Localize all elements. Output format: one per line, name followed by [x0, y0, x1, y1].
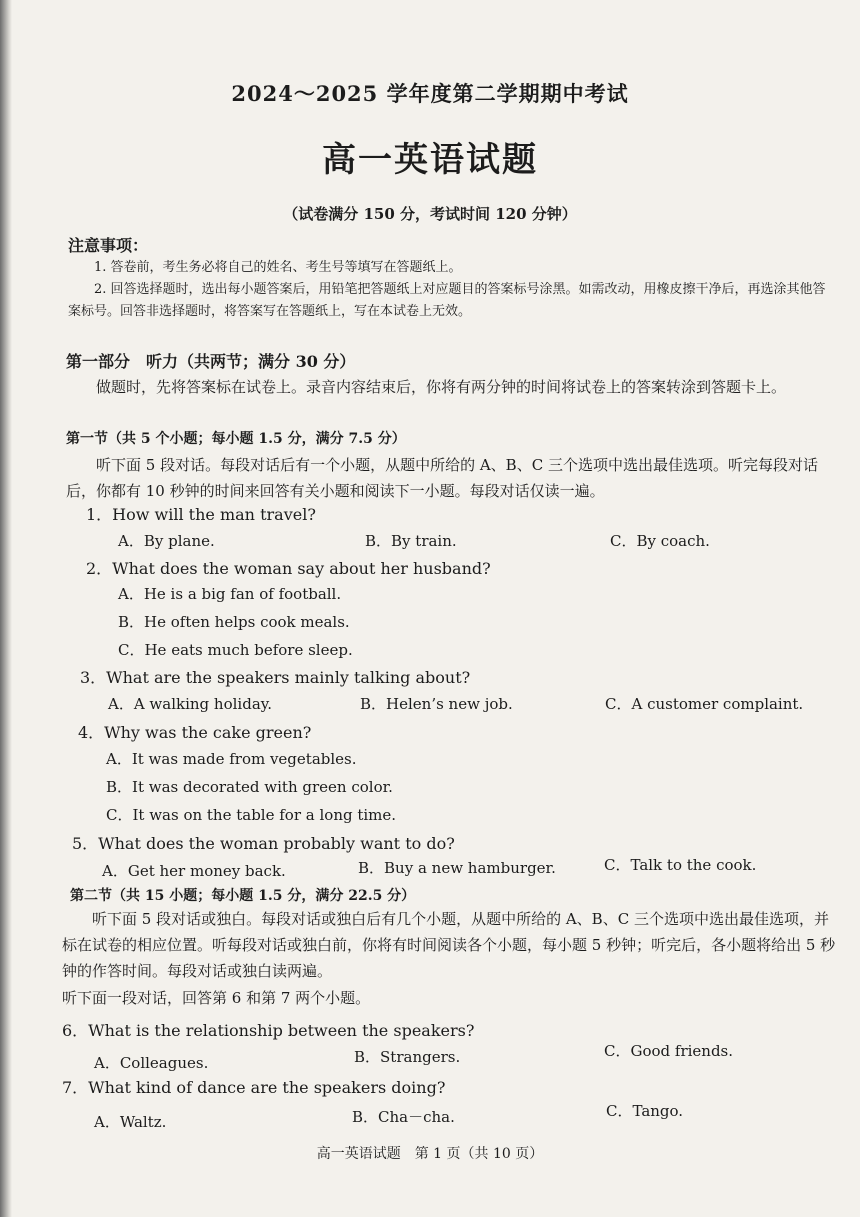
subject-title: 高一英语试题 — [322, 140, 538, 180]
question-4: 4．Why was the cake green? — [78, 723, 312, 742]
q4-option-c: C．It was on the table for a long time. — [106, 806, 397, 824]
page-footer: 高一英语试题 第 1 页（共 10 页） — [316, 1146, 544, 1162]
q6-option-c: C．Good friends. — [604, 1042, 734, 1060]
question-5: 5．What does the woman probably want to do? — [72, 834, 455, 853]
q5-option-b: B．Buy a new hamburger. — [358, 859, 556, 877]
q4-option-a: A．It was made from vegetables. — [106, 750, 357, 768]
q4-option-b: B．It was decorated with green color. — [106, 778, 393, 796]
question-6: 6．What is the relationship between the speakers? — [62, 1021, 475, 1040]
q2-option-b: B．He often helps cook meals. — [118, 613, 350, 631]
q3-option-b: B．Helen’s new job. — [360, 695, 513, 713]
q5-option-a: A．Get her money back. — [102, 862, 286, 880]
q6-option-b: B．Strangers. — [354, 1048, 461, 1066]
question-3: 3．What are the speakers mainly talking about? — [80, 668, 471, 687]
q2-option-c: C．He eats much before sleep. — [118, 641, 353, 659]
q5-option-c: C．Talk to the cook. — [604, 856, 757, 874]
q3-option-a: A．A walking holiday. — [108, 695, 273, 713]
section1-instruction: 听下面 5 段对话。每段对话后有一个小题，从题中所给的 A、B、C 三个选项中选出最佳选项。听完每段对话后，你都有 10 秒钟的时间来回答有关小题和阅读下一小题。每段对话仅读一遍。 — [66, 456, 818, 500]
exam-info: （试卷满分 150 分，考试时间 120 分钟） — [283, 205, 577, 223]
section2-title: 第二节（共 15 小题；每小题 1.5 分，满分 22.5 分） — [70, 888, 416, 904]
page-edge-shadow — [0, 0, 12, 1217]
q1-option-b: B．By train. — [365, 532, 457, 550]
notice-item-2: 2. 回答选择题时，选出每小题答案后，用铅笔把答题纸上对应题目的答案标号涂黑。如需改动，用橡皮擦干净后，再选涂其他答案标号。回答非选择题时，将答案写在答题纸上，写在本试卷上无效。 — [68, 282, 826, 319]
notice-title: 注意事项： — [68, 236, 149, 255]
part1-title: 第一部分 听力（共两节；满分 30 分） — [66, 352, 356, 371]
q6-option-a: A．Colleagues. — [94, 1054, 209, 1072]
exam-title: 2024～2025 学年度第二学期期中考试 — [231, 81, 629, 106]
q1-option-a: A．By plane. — [118, 532, 215, 550]
question-7: 7．What kind of dance are the speakers doing? — [62, 1078, 446, 1097]
q3-option-c: C．A customer complaint. — [605, 695, 804, 713]
q2-option-a: A．He is a big fan of football. — [118, 585, 342, 603]
q7-option-b: B．Cha－cha. — [352, 1108, 455, 1126]
section2-sub-instruction: 听下面一段对话，回答第 6 和第 7 两个小题。 — [62, 989, 371, 1007]
question-2: 2．What does the woman say about her husband? — [86, 559, 491, 578]
notice-item-1: 1. 答卷前，考生务必将自己的姓名、考生号等填写在答题纸上。 — [94, 260, 462, 275]
section1-title: 第一节（共 5 个小题；每小题 1.5 分，满分 7.5 分） — [66, 431, 406, 447]
q7-option-a: A．Waltz. — [94, 1113, 167, 1131]
part1-instruction: 做题时，先将答案标在试卷上。录音内容结束后，你将有两分钟的时间将试卷上的答案转涂到答题卡上。 — [96, 378, 787, 396]
question-1: 1．How will the man travel? — [86, 505, 316, 524]
section2-instruction: 听下面 5 段对话或独白。每段对话或独白后有几个小题，从题中所给的 A、B、C 三个选项中选出最佳选项，并标在试卷的相应位置。听每段对话或独白前，你将有时间阅读各个小题，每小题 5 秒钟；听完后，各小题将给出 5 秒钟的作答时间。每段对话或独白读两遍。 — [62, 910, 836, 980]
q7-option-c: C．Tango. — [606, 1102, 684, 1120]
q1-option-c: C．By coach. — [610, 532, 710, 550]
